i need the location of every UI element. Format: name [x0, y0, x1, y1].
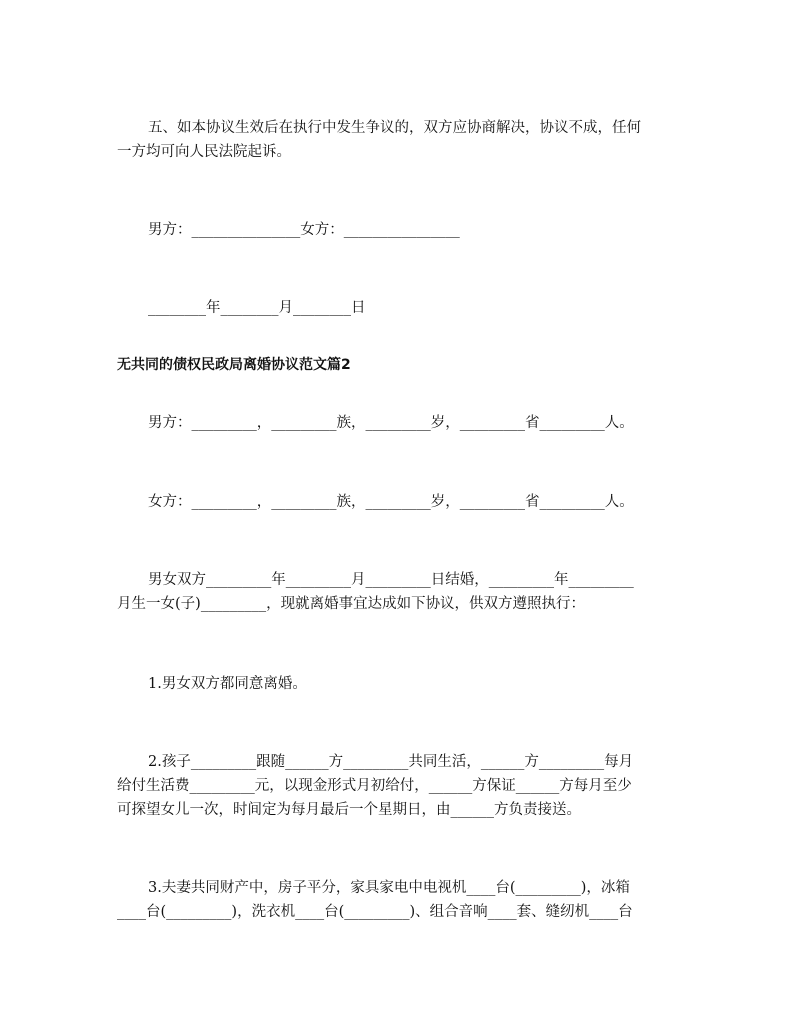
- section-title: 无共同的债权民政局离婚协议范文篇2: [117, 357, 351, 373]
- item-3-line-2: ____台(_________)，洗衣机____台(_________)、组合音响____套、缝纫机____台: [117, 904, 633, 920]
- item-1: 1.男女双方都同意离婚。: [148, 676, 307, 692]
- item-2-line-1: 2.孩子_________跟随______方_________共同生活，______方_________每月: [148, 754, 634, 770]
- item-3-line-1: 3.夫妻共同财产中，房子平分，家具家电中电视机____台(_________)，冰箱: [148, 880, 630, 896]
- date-line: ________年________月________日: [148, 300, 366, 316]
- item-2-line-2: 给付生活费_________元，以现金形式月初给付，______方保证______方每月至少: [117, 778, 632, 794]
- woman-info-line: 女方：_________，_________族，_________岁，_________省_________人。: [148, 494, 634, 510]
- marriage-line-2: 月生一女(子)_________，现就离婚事宜达成如下协议，供双方遵照执行：: [117, 596, 586, 612]
- marriage-line-1: 男女双方_________年_________月_________日结婚，_________年_________: [148, 572, 634, 588]
- signature-line: 男方：_______________女方：________________: [148, 222, 460, 238]
- item-2-line-3: 可探望女儿一次，时间定为每月最后一个星期日，由______方负责接送。: [117, 802, 581, 818]
- man-info-line: 男方：_________，_________族，_________岁，_________省_________人。: [148, 415, 634, 431]
- clause-5-line-2: 一方均可向人民法院起诉。: [117, 144, 291, 160]
- clause-5-line-1: 五、如本协议生效后在执行中发生争议的，双方应协商解决，协议不成，任何: [148, 120, 641, 136]
